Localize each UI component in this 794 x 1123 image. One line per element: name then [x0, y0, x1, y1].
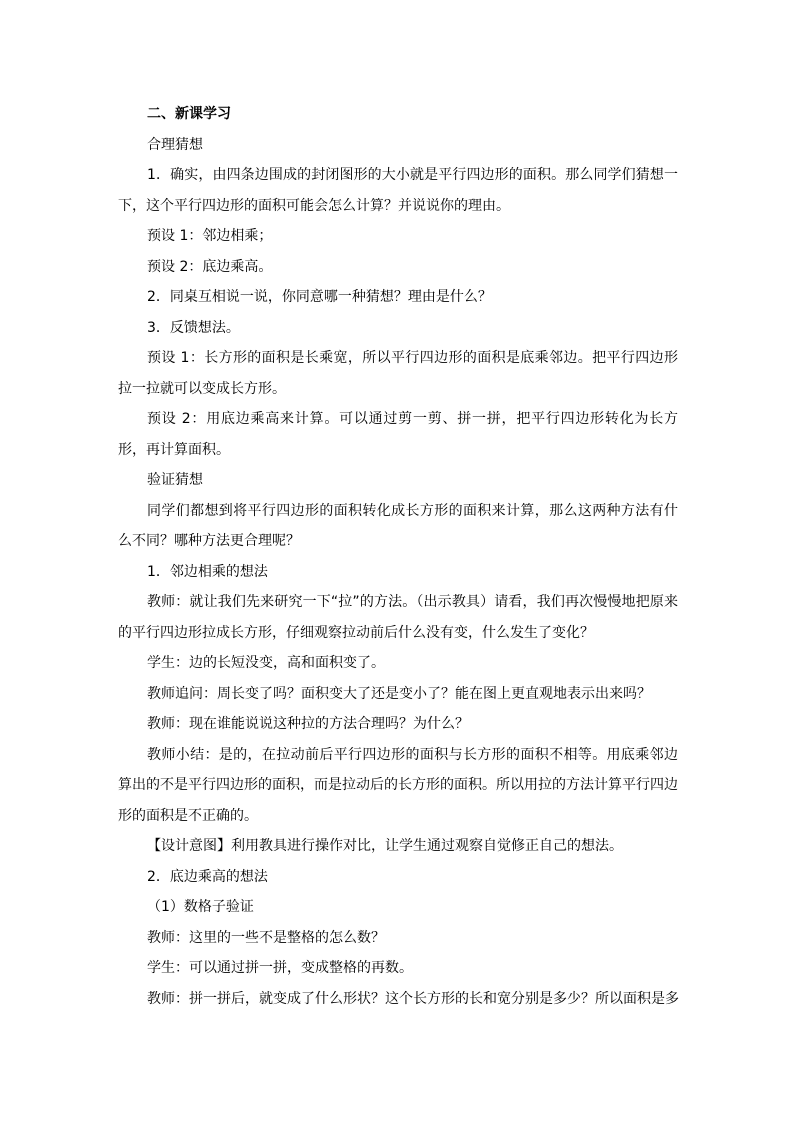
paragraph: 3．反馈想法。 — [147, 319, 240, 336]
paragraph: 2．同桌互相说一说，你同意哪一种猜想？理由是什么？ — [147, 289, 492, 305]
paragraph: 学生：边的长短没变，高和面积变了。 — [147, 655, 385, 671]
paragraph: 教师：就让我们先来研究一下“拉”的方法。（出示教具）请看，我们再次慢慢地把原来的平行四边形拉成长方形，仔细观察拉动前后什么没有变，什么发生了变化？ — [118, 594, 678, 641]
paragraph: 预设 2：用底边乘高来计算。可以通过剪一剪、拼一拼，把平行四边形转化为长方形，再计算面积。 — [118, 411, 678, 458]
paragraph: 教师追问：周长变了吗？面积变大了还是变小了？能在图上更直观地表示出来吗？ — [147, 685, 651, 702]
paragraph: 1．确实，由四条边围成的封闭图形的大小就是平行四边形的面积。那么同学们猜想一下，这个平行四边形的面积可能会怎么计算？并说说你的理由。 — [118, 167, 678, 214]
paragraph: 同学们都想到将平行四边形的面积转化成长方形的面积来计算，那么这两种方法有什么不同？哪种方法更合理呢？ — [118, 502, 678, 549]
paragraph: 教师：这里的一些不是整格的怎么数？ — [147, 929, 385, 946]
section-title: 二、新课学习 — [147, 106, 231, 122]
paragraph: 教师：现在谁能说说这种拉的方法合理吗？为什么？ — [147, 716, 469, 732]
paragraph: 预设 2：底边乘高。 — [147, 258, 273, 275]
paragraph: 教师小结：是的，在拉动前后平行四边形的面积与长方形的面积不相等。用底乘邻边算出的不是平行四边形的面积，而是拉动后的长方形的面积。所以用拉的方法计算平行四边形的面积是不正确的。 — [118, 746, 678, 824]
subheading-reasonable-guess: 合理猜想 — [147, 136, 203, 153]
paragraph: 2．底边乘高的想法 — [147, 868, 268, 885]
paragraph: 预设 1：长方形的面积是长乘宽，所以平行四边形的面积是底乘邻边。把平行四边形拉一拉就可以变成长方形。 — [118, 350, 678, 397]
paragraph: 学生：可以通过拼一拼，变成整格的再数。 — [147, 960, 413, 976]
document-body — [118, 99, 678, 1014]
paragraph: 1．邻边相乘的想法 — [147, 563, 268, 580]
paragraph: 预设 1：邻边相乘； — [147, 228, 273, 244]
subheading-verify-guess: 验证猜想 — [147, 472, 203, 488]
design-intent-note: 【设计意图】利用教具进行操作对比，让学生通过观察自觉修正自己的想法。 — [147, 838, 623, 854]
paragraph: （1）数格子验证 — [147, 899, 254, 915]
paragraph: 教师：拼一拼后，就变成了什么形状？这个长方形的长和宽分别是多少？所以面积是多 — [147, 990, 679, 1007]
